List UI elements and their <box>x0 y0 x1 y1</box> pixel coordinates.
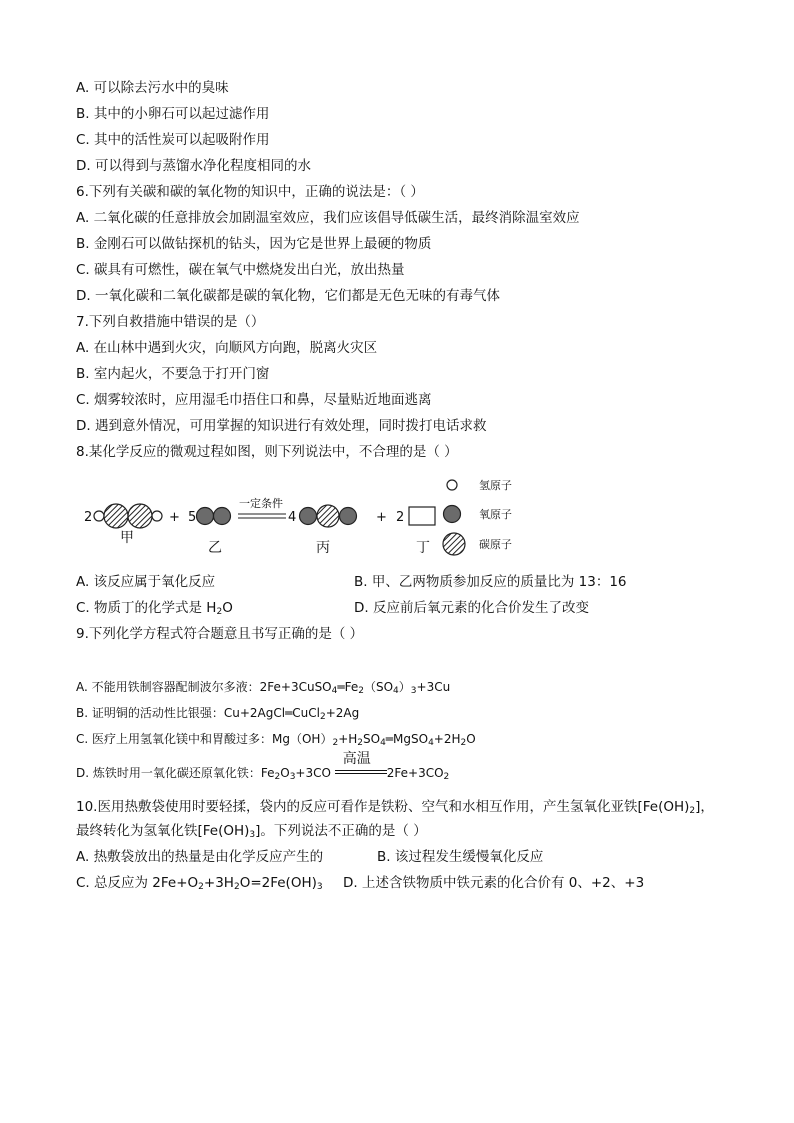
coef-yi: 5 <box>188 510 197 525</box>
h-atom <box>152 511 162 521</box>
q10-option-a: A. 热敷袋放出的热量是由化学反应产生的 <box>76 849 324 865</box>
q6-stem: 6.下列有关碳和碳的氧化物的知识中，正确的说法是：（ ） <box>76 184 424 200</box>
q8-option-d: D. 反应前后氧元素的化合价发生了改变 <box>354 600 589 616</box>
q10-option-c: C. 总反应为 $2Fe+O_2+3H_2O=2Fe(OH)_3$ <box>76 875 323 892</box>
c-atom <box>317 505 339 527</box>
q5-option-a: A. 可以除去污水中的臭味 <box>76 80 229 96</box>
q6-option-c: C. 碳具有可燃性，碳在氧气中燃烧发出白光，放出热量 <box>76 262 405 278</box>
plus-1: + <box>169 510 180 525</box>
q10-stem-line2: 最终转化为氢氧化铁$[Fe(OH)_3]$。下列说法不正确的是（ ） <box>76 823 427 840</box>
q7-option-d: D. 遇到意外情况，可用掌握的知识进行有效处理，同时拨打电话求救 <box>76 418 487 434</box>
q9-stem: 9.下列化学方程式符合题意且书写正确的是（ ） <box>76 626 364 642</box>
q7-stem: 7.下列自救措施中错误的是（） <box>76 314 265 330</box>
o-atom <box>300 508 317 525</box>
q9-option-b: B. 证明铜的活动性比银强：Cu+2AgCl═CuCl$_2$+2Ag <box>76 706 360 722</box>
q5-option-c: C. 其中的活性炭可以起吸附作用 <box>76 132 270 148</box>
q8-option-b: B. 甲、乙两物质参加反应的质量比为 13：16 <box>354 574 627 590</box>
label-ding: 丁 <box>416 540 430 556</box>
o-atom <box>340 508 357 525</box>
legend-c-icon <box>443 533 465 555</box>
q10-option-b: B. 该过程发生缓慢氧化反应 <box>377 849 544 865</box>
o-atom <box>214 508 231 525</box>
legend-o-icon <box>444 506 461 523</box>
q6-option-a: A. 二氧化碳的任意排放会加剧温室效应，我们应该倡导低碳生活，最终消除温室效应 <box>76 210 580 226</box>
q8-stem: 8.某化学反应的微观过程如图，则下列说法中，不合理的是（ ） <box>76 444 458 460</box>
legend-h-icon <box>447 480 457 490</box>
q6-option-d: D. 一氧化碳和二氧化碳都是碳的氧化物，它们都是无色无味的有毒气体 <box>76 288 500 304</box>
ding-placeholder-box <box>409 507 435 525</box>
q10-option-d: D. 上述含铁物质中铁元素的化合价有 0、+2、+3 <box>343 875 645 891</box>
legend-h-label: 氢原子 <box>479 479 512 492</box>
coef-bing: 4 <box>288 510 297 525</box>
q7-option-a: A. 在山林中遇到火灾，向顺风方向跑，脱离火灾区 <box>76 340 378 356</box>
q8-option-a: A. 该反应属于氧化反应 <box>76 574 216 590</box>
coef-ding: 2 <box>396 510 405 525</box>
q8-option-c: C. 物质丁的化学式是 $H_2O$ <box>76 600 233 617</box>
q6-option-b: B. 金刚石可以做钻探机的钻头，因为它是世界上最硬的物质 <box>76 236 432 252</box>
h-atom <box>94 511 104 521</box>
q5-option-d: D. 可以得到与蒸馏水净化程度相同的水 <box>76 158 311 174</box>
q10-stem-line1: 10.医用热敷袋使用时要轻揉，袋内的反应可看作是铁粉、空气和水相互作用，产生氢氧化亚铁$[Fe(OH)_2]$， <box>76 799 714 816</box>
label-yi: 乙 <box>208 540 222 556</box>
reaction-diagram <box>80 474 540 562</box>
q9-option-c: C. 医疗上用氢氧化镁中和胃酸过多：$Mg(OH)_2+H_2SO_4═MgSO_4+2H_2O$ <box>76 732 476 748</box>
coef-jia: 2 <box>84 510 93 525</box>
c-atom <box>104 504 128 528</box>
legend-o-label: 氧原子 <box>479 508 512 521</box>
c-atom <box>128 504 152 528</box>
plus-2: + <box>376 510 387 525</box>
legend-c-label: 碳原子 <box>479 538 512 551</box>
o-atom <box>197 508 214 525</box>
q7-option-b: B. 室内起火，不要急于打开门窗 <box>76 366 270 382</box>
q7-option-c: C. 烟雾较浓时，应用湿毛巾捂住口和鼻，尽量贴近地面逃离 <box>76 392 432 408</box>
reaction-condition: 一定条件 <box>239 497 283 510</box>
label-bing: 丙 <box>316 540 330 556</box>
high-temp-condition: 高温 <box>335 764 387 782</box>
label-jia: 甲 <box>120 530 134 546</box>
q5-option-b: B. 其中的小卵石可以起过滤作用 <box>76 106 270 122</box>
q9-option-d: D. 炼铁时用一氧化碳还原氧化铁：$Fe_2O_3+3CO$ 高温 $2Fe+3CO_2$ <box>76 751 450 782</box>
q9-option-a: A. 不能用铁制容器配制波尔多液：$2Fe+3CuSO_4═Fe_2(SO_4)_3+3Cu$ <box>76 680 451 696</box>
